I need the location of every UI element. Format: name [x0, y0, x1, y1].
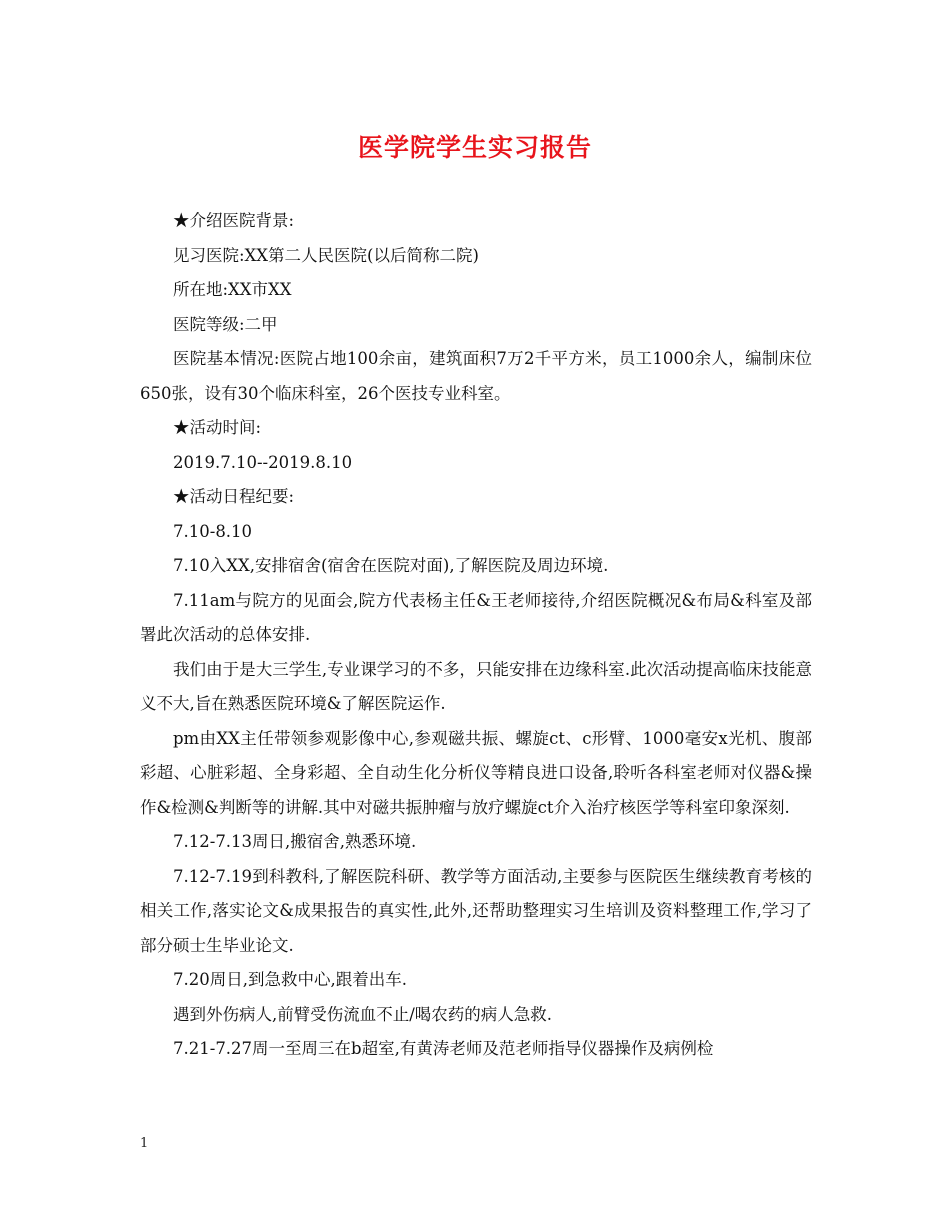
paragraph: 医院基本情况:医院占地100余亩，建筑面积7万2千平方米，员工1000余人，编制床位650张，设有30个临床科室，26个医技专业科室。 — [140, 349, 812, 403]
paragraph: 医院等级:二甲 — [173, 314, 278, 334]
document-body — [140, 204, 812, 1067]
paragraph: 7.10-8.10 — [173, 521, 253, 541]
paragraph: ★介绍医院背景: — [173, 211, 295, 230]
paragraph: 7.12-7.19到科教科,了解医院科研、教学等方面活动,主要参与医院医生继续教育考核的相关工作,落实论文&成果报告的真实性,此外,还帮助整理实习生培训及资料整理工作,学习了部分硕士生毕业论文. — [140, 866, 812, 955]
page-title: 医学院学生实习报告 — [357, 133, 592, 162]
paragraph: pm由XX主任带领参观影像中心,参观磁共振、螺旋ct、c形臂、1000毫安x光机、腹部彩超、心脏彩超、全身彩超、全自动生化分析仪等精良进口设备,聆听各科室老师对仪器&操作&检测&判断等的讲解.其中对磁共振肿瘤与放疗螺旋ct介入治疗核医学等科室印象深刻. — [140, 728, 812, 817]
paragraph: 7.20周日,到急救中心,跟着出车. — [173, 970, 407, 989]
paragraph: 7.10入XX,安排宿舍(宿舍在医院对面),了解医院及周边环境. — [173, 556, 609, 575]
paragraph: 7.21-7.27周一至周三在b超室,有黄涛老师及范老师指导仪器操作及病例检 — [173, 1039, 714, 1058]
paragraph: 所在地:XX市XX — [173, 280, 292, 299]
paragraph: ★活动日程纪要: — [173, 487, 295, 506]
paragraph: ★活动时间: — [173, 418, 262, 437]
paragraph: 我们由于是大三学生,专业课学习的不多，只能安排在边缘科室.此次活动提高临床技能意义不大,旨在熟悉医院环境&了解医院运作. — [140, 659, 812, 713]
page-number: 1 — [140, 1136, 149, 1151]
paragraph: 见习医院:XX第二人民医院(以后简称二院) — [173, 245, 479, 265]
paragraph: 遇到外伤病人,前臂受伤流血不止/喝农药的病人急救. — [173, 1004, 553, 1024]
paragraph: 2019.7.10--2019.8.10 — [173, 452, 353, 472]
paragraph: 7.12-7.13周日,搬宿舍,熟悉环境. — [173, 832, 417, 851]
paragraph: 7.11am与院方的见面会,院方代表杨主任&王老师接待,介绍医院概况&布局&科室及部署此次活动的总体安排. — [140, 590, 812, 644]
